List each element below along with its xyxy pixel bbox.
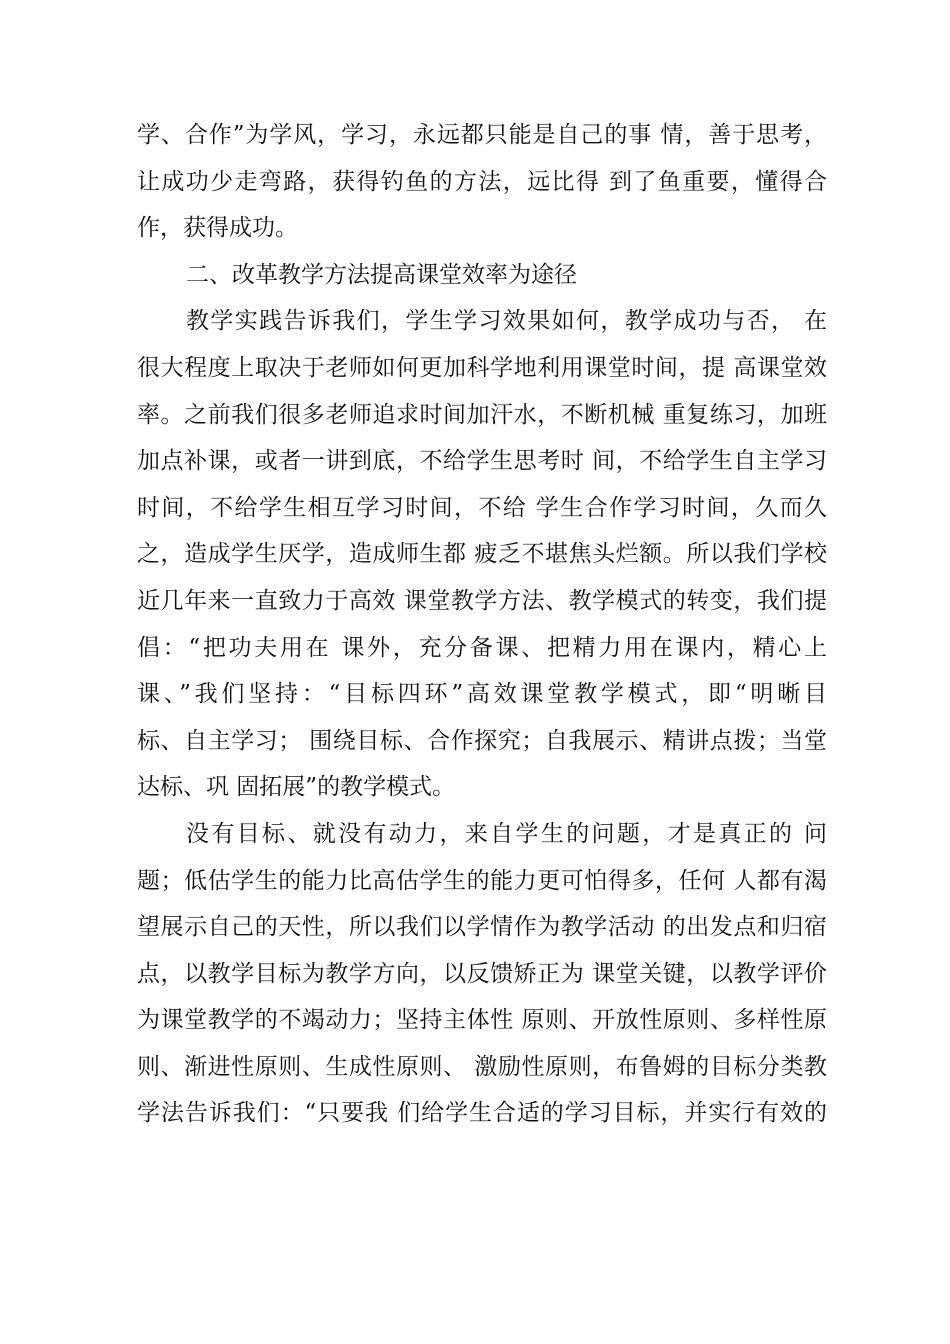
text-line: 则、渐进性原则、生成性原则、 激励性原则，布鲁姆的目标分类教 (137, 1053, 827, 1080)
text-line: 很大程度上取决于老师如何更加科学地利用课堂时间，提 高课堂效 (137, 354, 827, 381)
text-line: 之，造成学生厌学，造成师生都 疲乏不堪焦头烂额。所以我们学校 (137, 541, 827, 568)
text-line: 学法告诉我们：“只要我 们给学生合适的学习目标，并实行有效的 (137, 1100, 827, 1127)
text-line: 加点补课，或者一讲到底，不给学生思考时 间，不给学生自主学习 (137, 448, 827, 475)
text-line: 率。之前我们很多老师追求时间加汗水，不断机械 重复练习，加班 (137, 401, 827, 428)
text-line: 题；低估学生的能力比高估学生的能力更可怕得多，任何 人都有渴 (137, 867, 827, 894)
text-line: 让成功少走弯路，获得钓鱼的方法，远比得 到了鱼重要，懂得合 (137, 168, 827, 195)
text-line: 时间，不给学生相互学习时间，不给 学生合作学习时间，久而久 (137, 494, 827, 521)
text-line: 教学实践告诉我们，学生学习效果如何，教学成功与否， 在 (186, 308, 827, 335)
text-line: 近几年来一直致力于高效 课堂教学方法、教学模式的转变，我们提 (137, 587, 827, 614)
text-line: 点，以教学目标为教学方向，以反馈矫正为 课堂关键，以教学评价 (137, 960, 827, 987)
document-body (137, 112, 827, 1137)
text-line: 课、”我们坚持：“目标四环”高效课堂教学模式，即“明晰目 (137, 681, 827, 708)
text-line: 为课堂教学的不竭动力；坚持主体性 原则、开放性原则、多样性原 (137, 1007, 827, 1034)
text-line: 标、自主学习； 围绕目标、合作探究；自我展示、精讲点拨；当堂 (137, 727, 827, 754)
text-line: 倡：“把功夫用在 课外，充分备课、把精力用在课内，精心上 (137, 634, 827, 661)
text-line: 作，获得成功。 (137, 215, 298, 242)
text-line: 望展示自己的天性，所以我们以学情作为教学活动 的出发点和归宿 (137, 914, 827, 941)
section-heading: 二、改革教学方法提高课堂效率为途径 (186, 261, 577, 288)
text-line: 达标、巩 固拓展”的教学模式。 (137, 774, 456, 801)
text-line: 学、合作”为学风，学习，永远都只能是自己的事 情，善于思考， (137, 122, 827, 148)
text-line: 没有目标、就没有动力，来自学生的问题，才是真正的 问 (186, 820, 827, 847)
